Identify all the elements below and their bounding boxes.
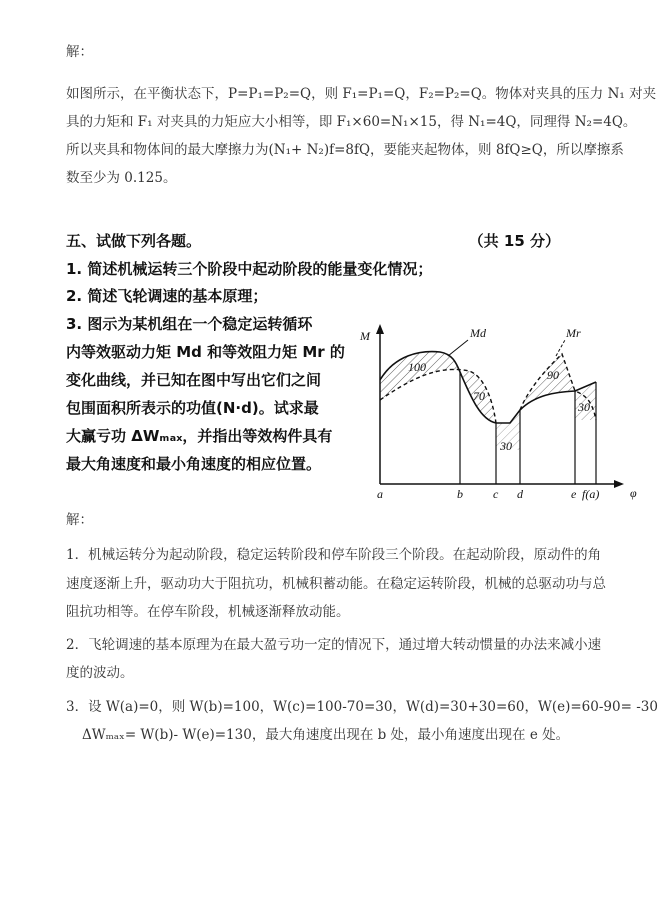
question-item: 大赢亏功 ΔWₘₐₓ，并指出等效构件具有 — [66, 427, 333, 445]
area-90 — [520, 354, 575, 410]
y-axis-label: M — [360, 329, 370, 343]
question-item: 最大角速度和最小角速度的相应位置。 — [66, 455, 322, 473]
section-title: 五、试做下列各题。 — [66, 232, 202, 250]
point-b: b — [457, 487, 463, 501]
point-d: d — [517, 487, 523, 501]
answer-line: ΔWₘₐₓ= W(b)- W(e)=130，最大角速度出现在 b 处，最小角速度出现在 e 处。 — [82, 727, 570, 743]
answer-line: 数至少为 0.125。 — [66, 170, 177, 186]
answer-line: 度的波动。 — [66, 665, 134, 681]
answer-line: 1．机械运转分为起动阶段，稳定运转阶段和停车阶段三个阶段。在起动阶段，原动件的角 — [66, 547, 602, 563]
answer-heading: 解： — [66, 512, 93, 528]
point-f: e — [571, 487, 577, 501]
mr-label: Mr — [566, 326, 581, 340]
point-c: c — [493, 487, 499, 501]
question-item: 包围面积所表示的功值(N·d)。试求最 — [66, 399, 319, 417]
point-a: a — [377, 487, 383, 501]
area-label-70: 70 — [473, 389, 485, 403]
x-axis-label: φ — [630, 486, 637, 500]
area-label-30: 30 — [500, 439, 512, 453]
question-item: 3. 图示为某机组在一个稳定运转循环 — [66, 315, 313, 333]
question-item: 内等效驱动力矩 Md 和等效阻力矩 Mr 的 — [66, 343, 345, 361]
question-item: 2. 简述飞轮调速的基本原理； — [66, 287, 268, 305]
area-label-100: 100 — [408, 360, 426, 374]
point-fa: f(a) — [582, 487, 600, 501]
answer-line: 速度逐渐上升，驱动功大于阻抗功，机械积蓄动能。在稳定运转阶段，机械的总驱动功与总 — [66, 576, 606, 592]
torque-diagram — [355, 315, 645, 505]
answer-line: 如图所示，在平衡状态下，P=P₁=P₂=Q，则 F₁=P₁=Q，F₂=P₂=Q。物体对夹具的压力 N₁ 对夹 — [66, 86, 657, 102]
answer-heading: 解： — [66, 44, 93, 60]
answer-line: 2．飞轮调速的基本原理为在最大盈亏功一定的情况下，通过增大转动惯量的办法来减小速 — [66, 637, 602, 653]
answer-line: 3．设 W(a)=0，则 W(b)=100，W(c)=100-70=30，W(d)=30+30=60，W(e)=60-90= -30 — [66, 699, 658, 715]
answer-line: 阻抗功相等。在停车阶段，机械逐渐释放动能。 — [66, 604, 350, 620]
area-label-30b: 30 — [578, 400, 590, 414]
area-100 — [380, 352, 460, 400]
answer-line: 所以夹具和物体间的最大摩擦力为(N₁+ N₂)f=8fQ，要能夹起物体，则 8fQ≥Q，所以摩擦系 — [66, 142, 624, 158]
question-item: 变化曲线，并已知在图中写出它们之间 — [66, 371, 322, 389]
md-label: Md — [470, 326, 486, 340]
section-score: （共 15 分） — [468, 232, 560, 250]
answer-line: 具的力矩和 F₁ 对夹具的力矩应大小相等，即 F₁×60=N₁×15，得 N₁=4Q，同理得 N₂=4Q。 — [66, 114, 637, 130]
area-label-90: 90 — [547, 368, 559, 382]
question-item: 1. 简述机械运转三个阶段中起动阶段的能量变化情况； — [66, 260, 433, 278]
